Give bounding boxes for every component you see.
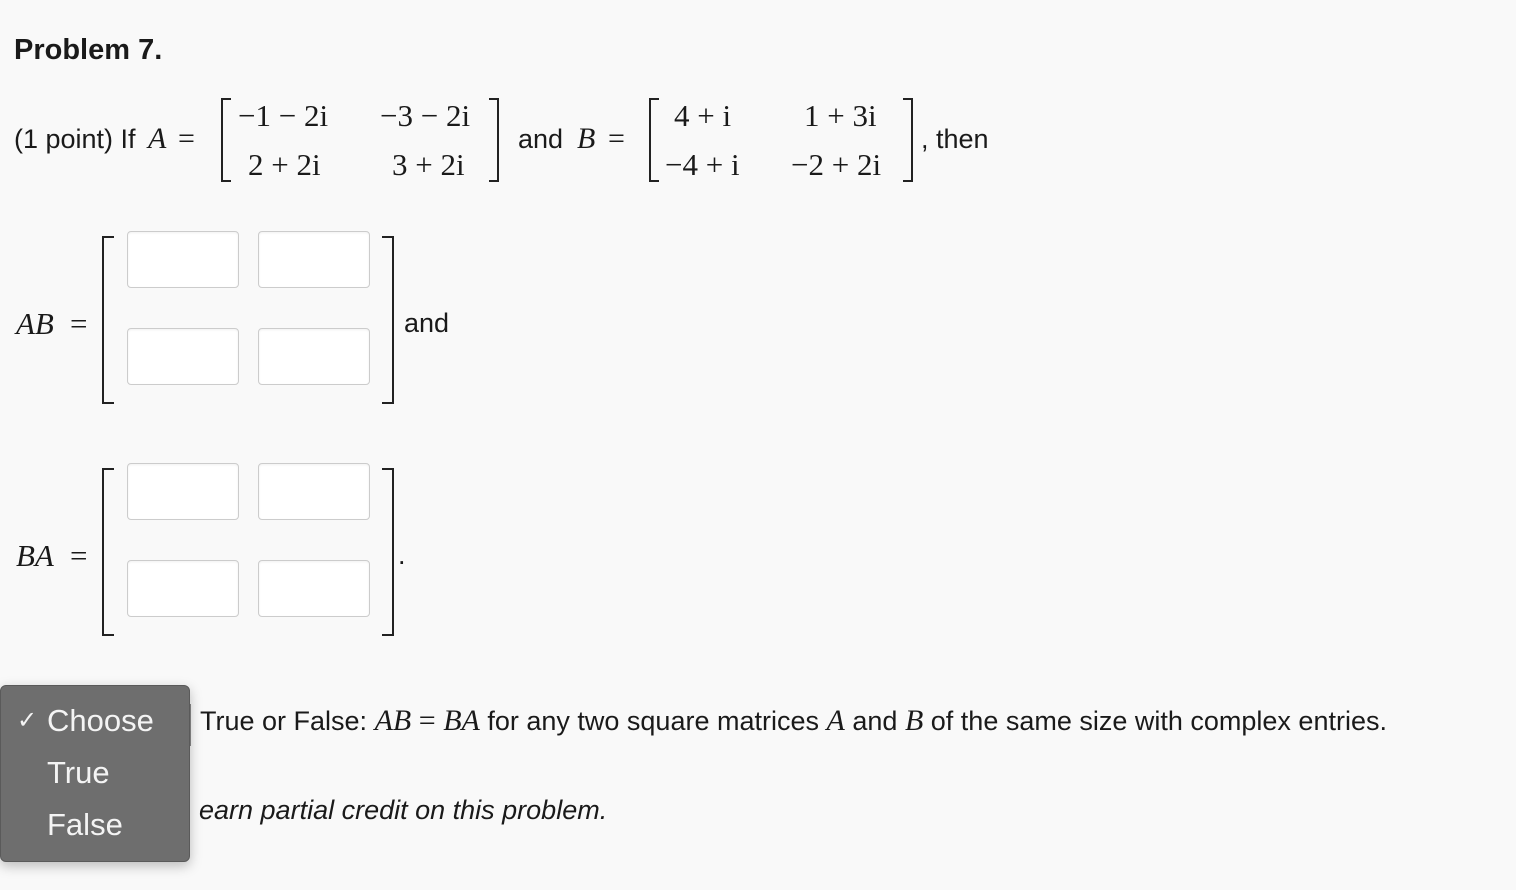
matrix-a-right-bracket: [489, 98, 499, 182]
ab-r1c1-input[interactable]: [127, 231, 239, 288]
matrix-b-r2c2: −2 + 2i: [791, 147, 882, 182]
ab-and-text: and: [404, 308, 450, 338]
and-text: and: [518, 124, 564, 154]
matrix-b-r1c1: 4 + i: [674, 98, 732, 133]
equals-sign: =: [608, 122, 625, 155]
true-false-statement: [200, 704, 1387, 738]
equals-sign: =: [178, 122, 195, 155]
dropdown-option-true[interactable]: [1, 750, 189, 796]
tf-rhs: BA: [443, 704, 480, 737]
ba-equals: =: [70, 538, 88, 573]
tf-var-b: B: [904, 704, 924, 737]
problem-title: Problem 7.: [14, 34, 163, 66]
then-text: , then: [921, 124, 989, 154]
matrix-b-r1c2: 1 + 3i: [804, 98, 877, 133]
var-b-label: B: [577, 122, 596, 155]
var-a-label: A: [148, 122, 167, 155]
tf-middle: for any two square matrices: [487, 706, 819, 736]
tf-var-a: A: [826, 704, 845, 737]
ab-equals: =: [70, 306, 88, 341]
ba-r1c2-input[interactable]: [258, 463, 370, 520]
matrix-a-r2c2: 3 + 2i: [392, 147, 465, 182]
dropdown-option-false[interactable]: [1, 802, 189, 848]
tf-suffix: of the same size with complex entries.: [930, 706, 1387, 736]
ba-left-bracket: [102, 468, 114, 636]
matrix-b-r2c1: −4 + i: [665, 147, 740, 182]
tf-and: and: [852, 706, 898, 736]
ab-label: AB: [16, 306, 54, 341]
statement-prefix: (1 point) If: [14, 124, 136, 154]
ba-period: .: [398, 540, 406, 570]
dropdown-option-label: False: [47, 807, 123, 842]
ab-r2c2-input[interactable]: [258, 328, 370, 385]
true-false-dropdown-menu[interactable]: [0, 685, 190, 862]
tf-prefix: True or False:: [200, 706, 368, 736]
dropdown-option-label: True: [47, 755, 110, 790]
matrix-b-right-bracket: [903, 98, 913, 182]
partial-credit-note: earn partial credit on this problem.: [199, 795, 608, 825]
dropdown-option-label: Choose: [47, 703, 154, 738]
matrix-a-r1c1: −1 − 2i: [238, 98, 329, 133]
tf-equals: =: [418, 704, 436, 737]
ab-right-bracket: [382, 236, 394, 404]
matrix-a-r1c2: −3 − 2i: [380, 98, 471, 133]
matrix-a-left-bracket: [221, 98, 231, 182]
ba-label: BA: [16, 538, 54, 573]
ab-r1c2-input[interactable]: [258, 231, 370, 288]
matrix-a-r2c1: 2 + 2i: [248, 147, 321, 182]
ba-right-bracket: [382, 468, 394, 636]
ba-r2c2-input[interactable]: [258, 560, 370, 617]
ba-r1c1-input[interactable]: [127, 463, 239, 520]
dropdown-option-choose[interactable]: [1, 698, 189, 744]
ba-r2c1-input[interactable]: [127, 560, 239, 617]
ab-left-bracket: [102, 236, 114, 404]
matrix-b-left-bracket: [649, 98, 659, 182]
tf-lhs: AB: [374, 704, 412, 737]
ab-r2c1-input[interactable]: [127, 328, 239, 385]
checkmark-icon: ✓: [17, 707, 38, 734]
